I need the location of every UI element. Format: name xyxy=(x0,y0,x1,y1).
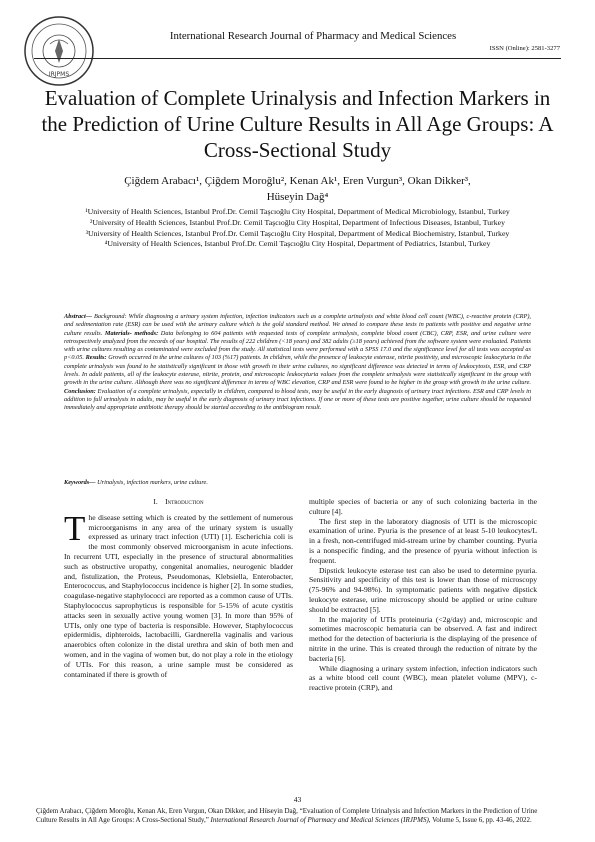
affiliation: ²University of Health Sciences, Istanbul Prof.Dr. Cemil Taşcıoğlu City Hospital, Department of Infectious Diseases, Istanbul, Turkey xyxy=(89,217,506,227)
journal-name: International Research Journal of Pharmacy and Medical Sciences xyxy=(169,30,457,42)
affiliation: ⁴University of Health Sciences, Istanbul Prof.Dr. Cemil Taşcıoğlu City Hospital, Department of Pediatrics, Istanbul, Turkey xyxy=(104,239,491,249)
affiliations xyxy=(20,207,575,250)
right-column xyxy=(309,497,537,693)
results-label: Results: xyxy=(85,354,107,362)
abstract-label: Abstract— xyxy=(64,313,92,320)
paragraph: multiple species of bacteria or any of such colonizing bacteria in the culture [4]. xyxy=(309,497,537,516)
author-list xyxy=(30,173,565,205)
section-title: Introduction xyxy=(165,497,204,506)
issn: ISSN (Online): 2581-3277 xyxy=(489,45,560,52)
paragraph: The first step in the laboratory diagnosis of UTI is the microscopic examination of urine. Pyuria is the presence of at least 5-10 leukocytes/L in a fresh, non-centrifuged mid-stream urine by chamber counting. Pyuria is a nonspecific finding, and the presence of pyuria without infection is frequent. xyxy=(309,516,537,565)
abstract-conclusion: Evaluation of a complete urinalysis, especially in children, compared to blood tests, may be useful in the early diagnosis of urinary tract infections. ESR and CRP levels in addition to full urinalysis in adults, may be useful in the early diagnosis of urinary tract infections. If one or more of these tests are positive together, urine culture should be requested immediately and appropriate antibiotic therapy should be started according to the antibiogram result. xyxy=(64,387,531,412)
journal-logo xyxy=(22,14,96,88)
paper-title: Evaluation of Complete Urinalysis and Infection Markers in the Prediction of Urine Culture Results in All Age Groups: A Cross-Sectional Study xyxy=(41,86,554,162)
citation-journal: International Research Journal of Pharmacy and Medical Sciences (IRJPMS) xyxy=(210,816,429,824)
abstract-methods: Data belonging to 604 patients with requested tests of complete urinalysis, complete blood count (CBC), CRP, ESR, and urine culture were retrospectively analyzed from the records of our hospital. The results of 222 children (<18 years) and 382 adults (≥18 years) achieved from the software system were evaluated. Patients with urine cultures resulting as contaminated were excluded from the study. All statistical tests were performed with a SPSS 17.0 and the significance level for all tests was accepted as p<0.05. xyxy=(64,329,532,362)
paragraph: In the majority of UTIs proteinuria (<2g/day) and, microscopic and sometimes macroscopic hematuria can be observed. A fast and indirect method for the detection of bacteriuria is the displaying of the presence of nitrite in the urine. This is created through the reduction of nitrate by the bacteria [6]. xyxy=(309,614,537,663)
abstract-results: Growth occurred in the urine cultures of 103 (%17) patients. In children, while the presence of leukocyte esterase, nitrite positivity, and microscopic leukocyturia in the complete urinalysis was found to be statistically significant in those with growth in their urine cultures, no significant difference was detected in terms of leukocytosis, ESR, and CRP levels. In adult patients, all of the leukocyte esterase, nitrite, protein, and microscopic leukocyturia values from the complete urinalysis were statistically significant in the group with growth in the urine culture. Although there was no significant difference in terms of WBC elevation, CRP and ESR were found to be higher in the group with growth in the urine culture. xyxy=(64,354,532,387)
header-divider xyxy=(34,58,561,59)
paragraph: Dipstick leukocyte esterase test can also be used to determine pyuria. Sensitivity and specificity of this test is lower than those of microscopy (75-96% and 94-98%). In symptomatic patients with negative dipstick leukocyte esterase, urine microscopy should be applied or urine culture should be extracted [5]. xyxy=(309,565,537,614)
keywords xyxy=(64,479,531,486)
affiliation: ¹University of Health Sciences, Istanbul Prof.Dr. Cemil Taşcıoğlu City Hospital, Department of Medical Microbiology, Istanbul, Turkey xyxy=(85,207,510,216)
citation-text: Çiğdem Arabacı, Çiğdem Moroğlu, Kenan Ak, Eren Vurgun, Okan Dikker, and Hüseyin Dağ, “Evaluation of Complete Urinalysis and Infection Markers in the Prediction of Urine Culture Results in All Age Groups: A Cross-Sectional Study,” xyxy=(36,807,538,824)
left-column xyxy=(64,497,293,679)
methods-label: Materials- methods: xyxy=(104,329,159,337)
conclusion-label: Conclusion: xyxy=(64,387,96,395)
keywords-label: Keywords— xyxy=(64,479,96,486)
keywords-text: Urinalysis, infection markers, urine culture. xyxy=(97,479,208,486)
affiliation: ³University of Health Sciences, Istanbul Prof.Dr. Cemil Taşcıoğlu City Hospital, Department of Medical Biochemistry, Istanbul, Turkey xyxy=(85,228,510,238)
section-heading xyxy=(64,497,293,507)
intro-paragraph: The disease setting which is created by the settlement of numerous microorganisms in any area of the urinary system is usually expressed as urinary tract infection (UTI) [1]. Escherichia coli is the most commonly observed microorganism in acute infections. In recurrent UTI, especially in the presence of structural abnormalities such as obstructive uropathy, congenital anomalies, neurogenic bladder and, fistulization, the Proteus, Pseudomonas, Klebsiella, Enterobacter, Enterococcus, and Staphylococcus incidence is higher [2]. In some studies, coagulase-negative staphylococci are reported as a common cause of UTIs. Staphylococcus saprophyticus is responsible for 5-15% of acute cystitis attacks seen in sexually active young women [3]. In more than 95% of UTIs, only one type of bacteria is responsible. However, Staphylococcus epidermidis, diphteroids, lactobacilli, Gardnerella vaginalis and various anaerobics often colonize in the distal urethra and skin of both men and women, and in the vagina of women but, do not play a role in the etiology of UTIs. For this reason, a urine sample must be considered as contaminated if there is growth of xyxy=(64,508,293,679)
section-number: I. xyxy=(153,497,158,506)
abstract-background: Background: While diagnosing a urinary system infection, infection indicators such as a complete urinalysis and white blood cell count (WBC), c-reactive protein (CRP), and sedimentation rate (ESR) can be used with the urinary culture which is the gold standard method. We aimed to compare these tests in patients with positive and negative urine culture results. xyxy=(64,313,532,337)
svg-text:IRJPMS: IRJPMS xyxy=(48,71,70,78)
paragraph: While diagnosing a urinary system infection, infection indicators such as a white blood cell count (WBC), mean platelet volume (MPV), c-reactive protein (CRP), and xyxy=(309,663,537,693)
drop-cap: T xyxy=(64,508,86,548)
page-number: 43 xyxy=(293,795,302,804)
authors-line-1: Çiğdem Arabacı¹, Çiğdem Moroğlu², Kenan Ak¹, Eren Vurgun³, Okan Dikker³, xyxy=(124,175,471,187)
authors-line-2: Hüseyin Dağ⁴ xyxy=(266,191,329,203)
citation-tail: , Volume 5, Issue 6, pp. 43-46, 2022. xyxy=(428,816,532,824)
citation-footer xyxy=(36,807,559,825)
abstract xyxy=(64,313,531,413)
